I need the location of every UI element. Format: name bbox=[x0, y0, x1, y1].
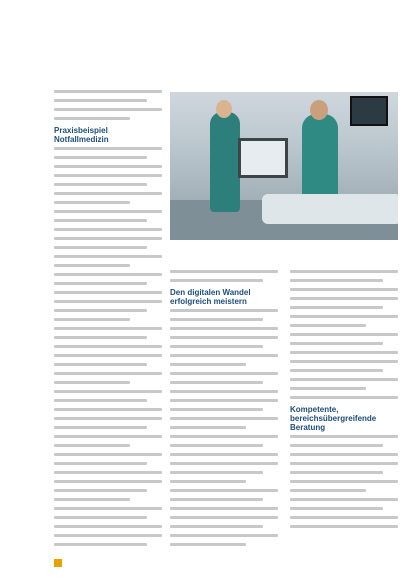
right-column bbox=[290, 268, 398, 534]
telemedicine-photo bbox=[170, 92, 398, 240]
video-monitor bbox=[238, 138, 288, 178]
patient-bed bbox=[262, 194, 398, 224]
doctor-figure bbox=[302, 114, 338, 204]
doctor-figure bbox=[210, 112, 240, 212]
middle-body-placeholder bbox=[170, 309, 278, 546]
middle-column bbox=[170, 268, 278, 552]
left-heading: Praxisbeispiel Notfallmedizin bbox=[54, 126, 109, 144]
page-header bbox=[389, 16, 395, 25]
right-body-placeholder-top bbox=[290, 270, 398, 399]
middle-heading: Den digitalen Wandel erfolgreich meistern bbox=[170, 288, 251, 306]
intro-text-placeholder bbox=[54, 90, 162, 120]
left-column bbox=[54, 88, 162, 552]
right-heading: Kompetente, bereichsübergreifende Beratung bbox=[290, 405, 377, 432]
right-body-placeholder bbox=[290, 435, 398, 528]
xray-screen bbox=[350, 96, 388, 126]
accent-square bbox=[54, 559, 62, 567]
left-body-placeholder bbox=[54, 147, 162, 546]
